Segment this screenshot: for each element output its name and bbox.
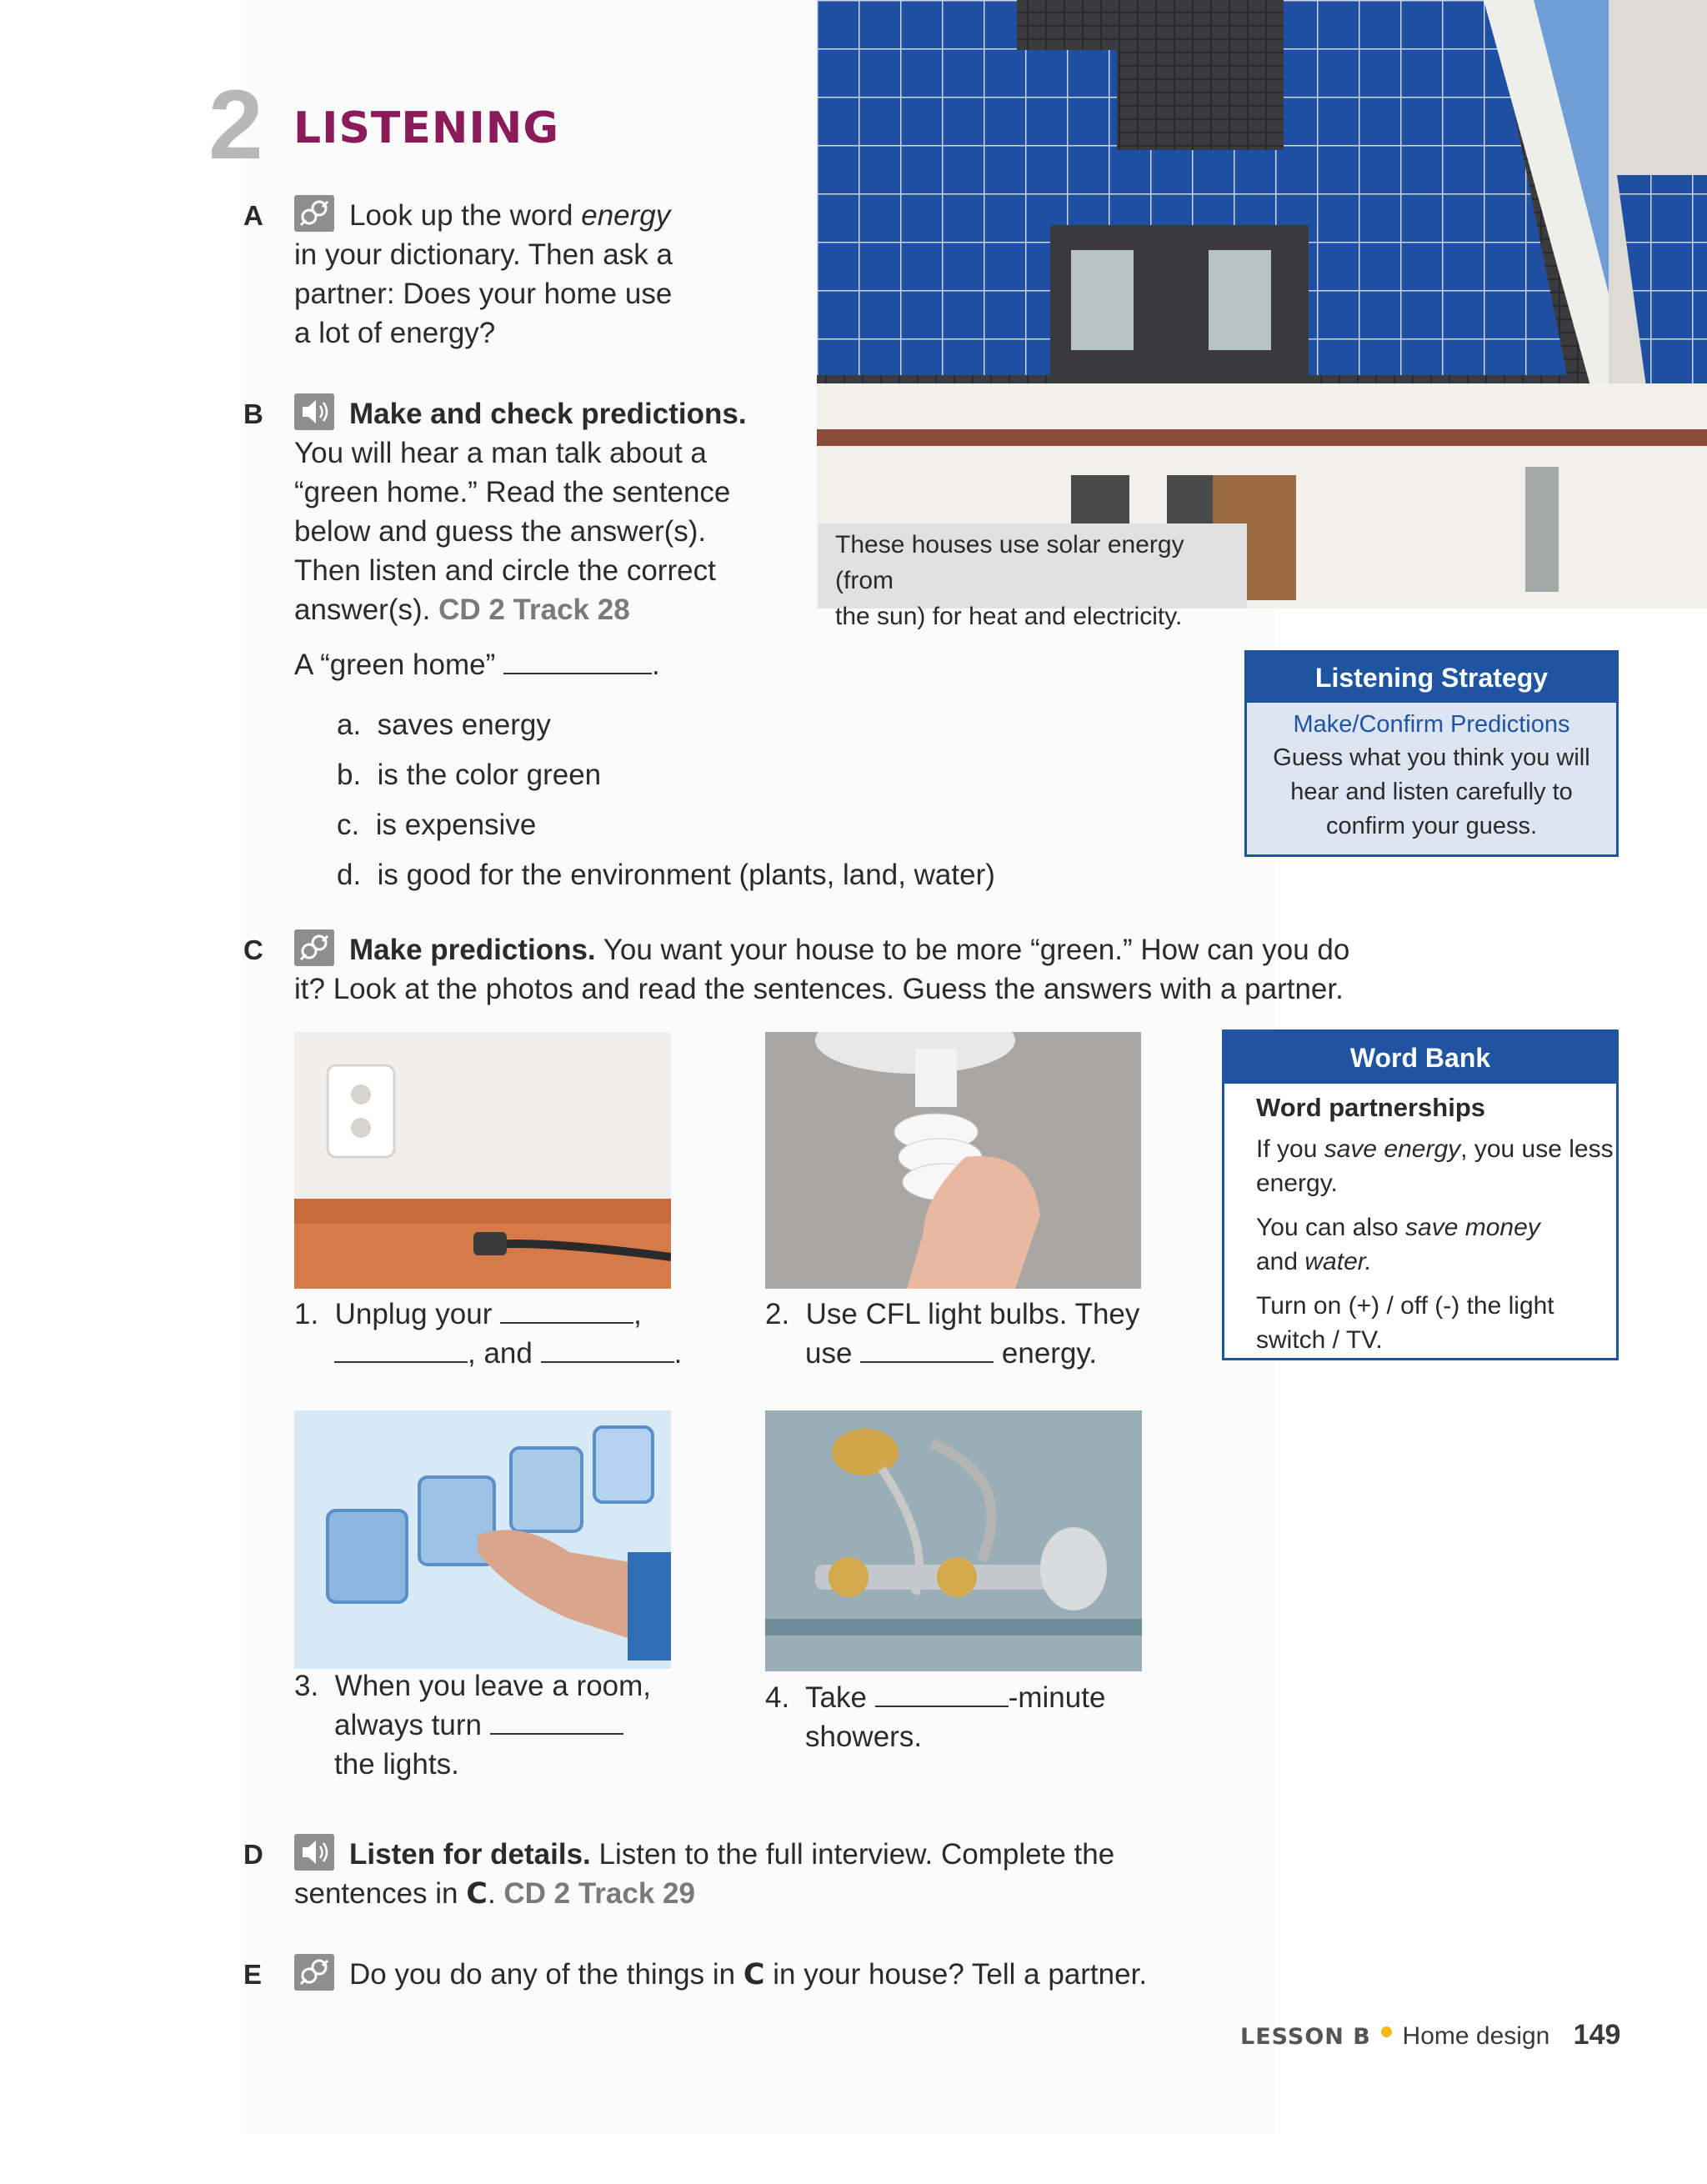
section-title: LISTENING [293, 103, 559, 153]
strategy-line: Guess what you think you will [1273, 744, 1590, 771]
item-text: When you leave a room, [334, 1670, 652, 1702]
shower-faucet-photo [765, 1410, 1142, 1671]
section-number: 2 [208, 70, 263, 180]
option-letter: d. [337, 859, 362, 891]
item-number: 2. [765, 1298, 790, 1330]
exercise-b-line: below and guess the answer(s). [294, 515, 707, 548]
exercise-d-heading: Listen for details. [349, 1838, 591, 1871]
answer-blank[interactable] [875, 1705, 1009, 1707]
solar-houses-photo [817, 0, 1707, 609]
wb-text: Turn on (+) / off (-) the light [1256, 1292, 1554, 1320]
wb-italic: save money [1405, 1214, 1540, 1241]
answer-blank[interactable] [500, 1321, 633, 1324]
exercise-d-instruction: Listen to the full interview. Complete the [590, 1838, 1115, 1871]
item-text: use [805, 1337, 853, 1370]
exercise-d-letter: D [243, 1839, 263, 1870]
audio-icon[interactable] [294, 1834, 334, 1871]
option-text: saves energy [377, 709, 551, 741]
exercise-c-letter: C [243, 934, 263, 965]
wb-italic: save energy [1324, 1135, 1461, 1163]
exercise-a-line: a lot of energy? [294, 317, 496, 349]
prompt-text: A “green home” [294, 649, 496, 681]
item-2 [765, 1295, 1139, 1373]
answer-blank[interactable] [490, 1732, 623, 1735]
exercise-a-text [294, 195, 761, 353]
item-text: Unplug your [334, 1298, 493, 1330]
exercise-a-keyword: energy [581, 199, 671, 232]
wb-italic: water. [1304, 1248, 1372, 1275]
item-1 [294, 1295, 682, 1373]
exercise-c-instruction: You want your house to be more “green.” How can you do [595, 934, 1350, 966]
wb-text: You can also [1256, 1214, 1406, 1241]
item-text: energy. [1001, 1337, 1098, 1370]
option-letter: a. [337, 709, 362, 741]
exercise-d-text [294, 1834, 1294, 1914]
footer-topic: Home design [1402, 2022, 1550, 2050]
track-label[interactable]: CD 2 Track 28 [438, 594, 630, 626]
wb-text: , you use less [1460, 1135, 1614, 1163]
word-bank-p3 [1256, 1289, 1616, 1357]
option-a[interactable] [337, 700, 995, 750]
listening-strategy-subtitle: Make/Confirm Predictions [1293, 711, 1570, 738]
prompt-end: . [651, 649, 660, 681]
exercise-a-letter: A [243, 200, 263, 231]
exercise-e-text [294, 1954, 1378, 1995]
exercise-b-text [294, 393, 811, 629]
listening-strategy-box [1244, 650, 1619, 857]
word-bank-box [1222, 1029, 1619, 1360]
exercise-b-line: “green home.” Read the sentence [294, 476, 731, 508]
item-text: , and [468, 1337, 533, 1370]
option-letter: b. [337, 759, 362, 791]
exercise-a-lead: Look up the word [349, 199, 582, 232]
exercise-a-line: in your dictionary. Then ask a [294, 238, 673, 271]
item-text: , [633, 1298, 642, 1330]
photo-caption [818, 523, 1247, 630]
item-3 [294, 1666, 651, 1784]
exercise-b-line: You will hear a man talk about a [294, 437, 707, 469]
caption-line: These houses use solar energy (from [835, 531, 1184, 594]
track-label[interactable]: CD 2 Track 29 [503, 1877, 695, 1910]
strategy-line: hear and listen carefully to [1290, 779, 1573, 805]
exercise-b-line: answer(s). [294, 594, 439, 626]
wb-text: energy. [1256, 1170, 1338, 1197]
option-text: is the color green [377, 759, 602, 791]
light-switch-photo [294, 1410, 671, 1669]
word-bank-p2 [1256, 1210, 1616, 1279]
page-footer [1240, 2019, 1620, 2051]
item-text: Take [805, 1681, 867, 1714]
caption-line: the sun) for heat and electricity. [835, 603, 1183, 630]
options-list [337, 700, 995, 900]
word-bank-p1 [1256, 1132, 1616, 1200]
exercise-d-ref: C [466, 1877, 488, 1911]
bullet-dot [1381, 2026, 1392, 2037]
item-text: showers. [805, 1721, 923, 1753]
strategy-line: confirm your guess. [1325, 813, 1538, 839]
option-b[interactable] [337, 750, 995, 800]
pair-work-icon [294, 929, 334, 966]
exercise-e-line: Do you do any of the things in [349, 1958, 743, 1991]
wb-text: If you [1256, 1135, 1324, 1163]
page-number: 149 [1573, 2019, 1621, 2051]
exercise-e-letter: E [243, 1959, 263, 1990]
exercise-c-line: it? Look at the photos and read the sentences. Guess the answers with a partner. [294, 973, 1344, 1005]
item-text: -minute [1008, 1681, 1106, 1714]
exercise-d-line: sentences in [294, 1877, 467, 1910]
item-text: always turn [334, 1709, 483, 1741]
exercise-c-heading: Make predictions. [349, 934, 596, 966]
audio-icon[interactable] [294, 393, 334, 430]
option-text: is expensive [375, 809, 537, 841]
wb-text: switch / TV. [1256, 1326, 1383, 1354]
pair-work-icon [294, 1954, 334, 1991]
listening-strategy-title: Listening Strategy [1247, 653, 1616, 703]
exercise-e-ref: C [743, 1958, 765, 1991]
exercise-a-line: partner: Does your home use [294, 278, 673, 310]
pair-work-icon [294, 195, 334, 232]
item-text: the lights. [334, 1748, 459, 1781]
wb-text: and [1256, 1248, 1305, 1275]
answer-blank[interactable] [541, 1360, 674, 1363]
answer-blank[interactable] [860, 1360, 994, 1363]
item-number: 4. [765, 1681, 790, 1714]
cfl-bulb-photo [765, 1032, 1141, 1289]
option-c[interactable] [337, 800, 995, 850]
item-text: . [673, 1337, 683, 1370]
exercise-b-letter: B [243, 398, 263, 429]
item-text: Use CFL light bulbs. They [805, 1298, 1140, 1330]
item-number: 1. [294, 1298, 319, 1330]
footer-lesson: LESSON B [1240, 2024, 1371, 2050]
listening-strategy-text [1247, 741, 1616, 844]
word-bank-title: Word Bank [1224, 1032, 1616, 1084]
unplug-photo [294, 1032, 671, 1289]
answer-blank[interactable] [334, 1360, 468, 1363]
item-number: 3. [294, 1670, 319, 1702]
exercise-c-text [294, 929, 1378, 1009]
exercise-b-heading: Make and check predictions. [349, 398, 747, 430]
item-4 [765, 1678, 1105, 1756]
exercise-b-line: Then listen and circle the correct [294, 554, 716, 587]
exercise-e-line: in your house? Tell a partner. [764, 1958, 1148, 1991]
exercise-d-line: . [487, 1877, 504, 1910]
option-letter: c. [337, 809, 360, 841]
option-text: is good for the environment (plants, land, water) [377, 859, 995, 891]
green-home-prompt [294, 645, 660, 684]
word-bank-heading: Word partnerships [1256, 1093, 1486, 1122]
answer-blank[interactable] [503, 672, 652, 674]
option-d[interactable] [337, 850, 995, 900]
